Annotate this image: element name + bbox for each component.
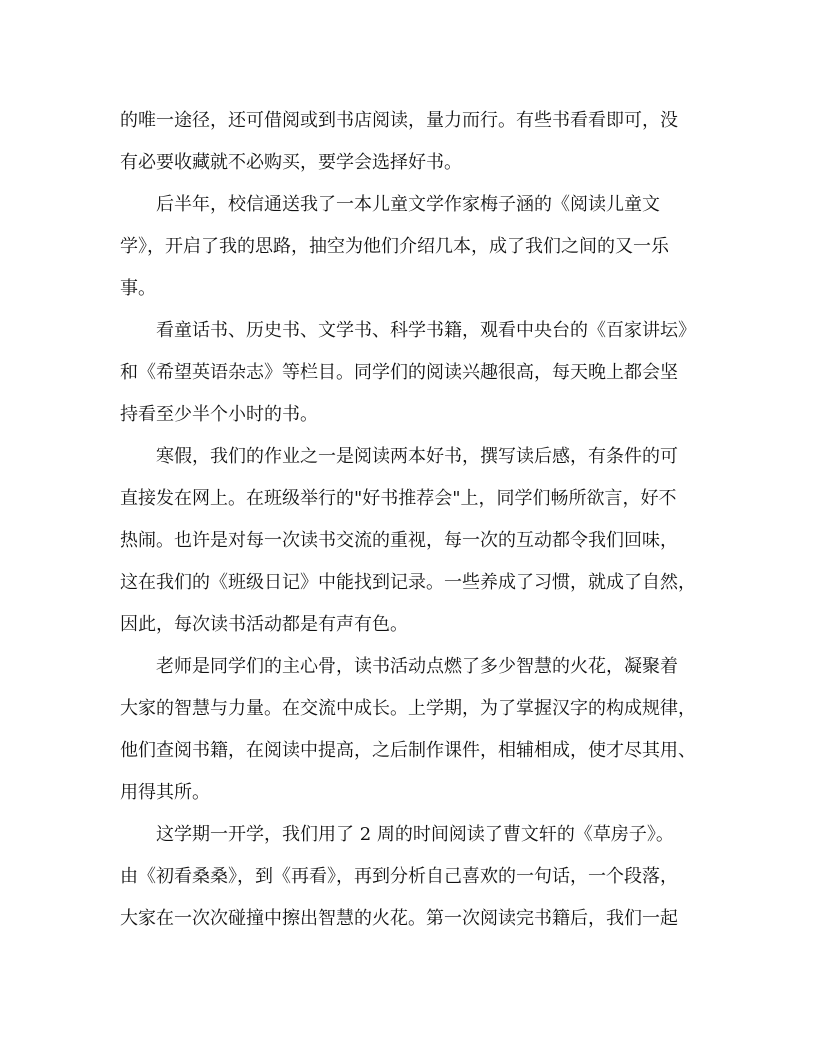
text-line: 直接发在网上。在班级举行的"好书推荐会"上，同学们畅所欲言，好不 bbox=[120, 488, 677, 509]
text-line: 和《希望英语杂志》等栏目。同学们的阅读兴趣很高，每天晚上都会坚 bbox=[120, 362, 678, 383]
text-line: 后半年，校信通送我了一本儿童文学作家梅子涵的《阅读儿童文 bbox=[156, 194, 660, 215]
text-line: 用得其所。 bbox=[120, 782, 210, 803]
text-line: 事。 bbox=[120, 278, 156, 299]
text-line: 老师是同学们的主心骨，读书活动点燃了多少智慧的火花，凝聚着 bbox=[156, 656, 678, 677]
text-line: 的唯一途径，还可借阅或到书店阅读，量力而行。有些书看看即可，没 bbox=[120, 110, 678, 131]
text-line: 这在我们的《班级日记》中能找到记录。一些养成了习惯，就成了自然， bbox=[120, 572, 696, 593]
paragraph-second-half-year bbox=[120, 184, 700, 310]
text-line: 他们查阅书籍，在阅读中提高，之后制作课件，相辅相成，使才尽其用、 bbox=[120, 740, 696, 761]
document-body bbox=[120, 100, 700, 940]
text-line: 大家的智慧与力量。在交流中成长。上学期，为了掌握汉字的构成规律， bbox=[120, 698, 696, 719]
paragraph-continued-intro bbox=[120, 100, 700, 184]
text-line: 因此，每次读书活动都是有声有色。 bbox=[120, 614, 408, 635]
text-line: 持看至少半个小时的书。 bbox=[120, 404, 318, 425]
paragraph-teacher-role bbox=[120, 646, 700, 814]
text-line: 由《初看桑桑》，到《再看》，再到分析自己喜欢的一句话，一个段落， bbox=[120, 866, 678, 887]
text-line: 寒假，我们的作业之一是阅读两本好书，撰写读后感，有条件的可 bbox=[156, 446, 678, 467]
text-line: 热闹。也许是对每一次读书交流的重视，每一次的互动都令我们回味， bbox=[120, 530, 678, 551]
text-line: 大家在一次次碰撞中擦出智慧的火花。第一次阅读完书籍后，我们一起 bbox=[120, 908, 678, 929]
paragraph-winter-vacation bbox=[120, 436, 700, 646]
text-line: 看童话书、历史书、文学书、科学书籍，观看中央台的《百家讲坛》 bbox=[156, 320, 696, 341]
paragraph-this-semester bbox=[120, 814, 700, 940]
text-line: 这学期一开学，我们用了 2 周的时间阅读了曹文轩的《草房子》。 bbox=[156, 824, 674, 845]
text-line: 有必要收藏就不必购买，要学会选择好书。 bbox=[120, 152, 462, 173]
paragraph-reading-types bbox=[120, 310, 700, 436]
text-line: 学》，开启了我的思路，抽空为他们介绍几本，成了我们之间的又一乐 bbox=[120, 236, 669, 257]
